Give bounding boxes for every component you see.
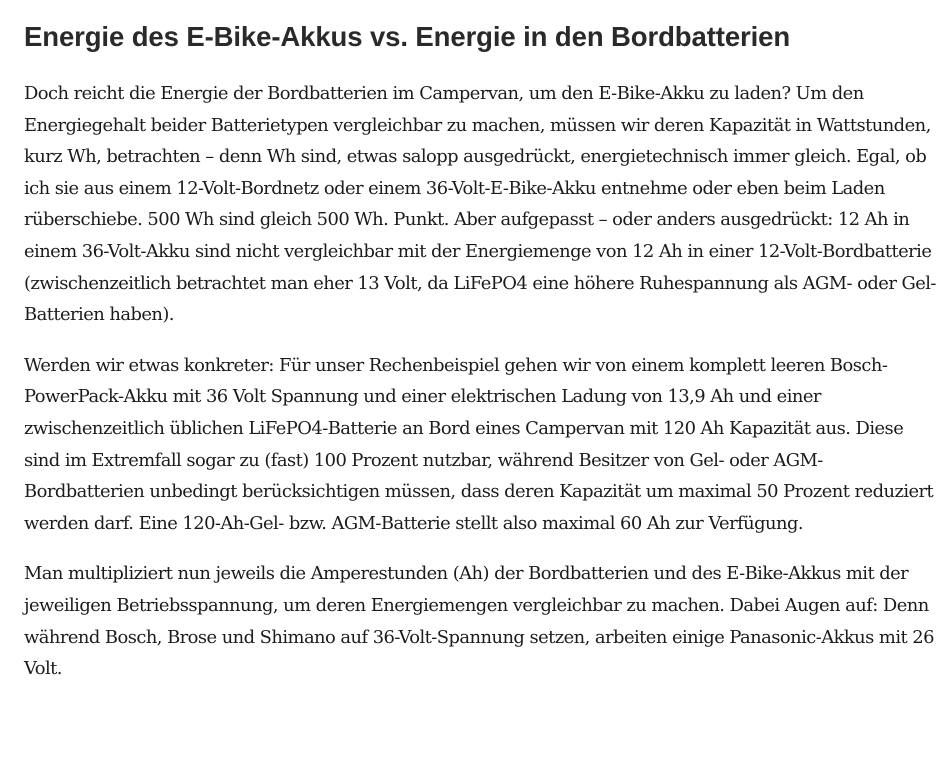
article-headline: Energie des E-Bike-Akkus vs. Energie in den Bordbatterien [24,21,791,52]
paragraph-intro: Doch reicht die Energie der Bordbatterien im Campervan, um den E-Bike-Akku zu laden? Um den Energiegehalt beider Batterietypen vergleichbar zu machen, müssen wir deren Kapazität in Wattstunden, kurz Wh, betrachten – denn Wh sind, etwas salopp ausgedrückt, energietechnisch immer gleich. Egal, ob ich sie aus einem 12-Volt-Bordnetz oder einem 36-Volt-E-Bike-Akku entnehme oder eben beim Laden rüberschiebe. 500 Wh sind gleich 500 Wh. Punkt. Aber aufgepasst – oder anders ausgedrückt: 12 Ah in einem 36-Volt-Akku sind nicht vergleichbar mit der Energiemenge von 12 Ah in einer 12-Volt-Bordbatterie (zwischenzeitlich betrachtet man eher 13 Volt, da LiFePO4 eine höhere Ruhespannung als AGM- oder Gel-Batterien haben). [24,83,936,326]
article [24,18,936,704]
paragraph-calculation: Man multipliziert nun jeweils die Amperestunden (Ah) der Bordbatterien und des E-Bike-Akkus mit der jeweiligen Betriebsspannung, um deren Energiemengen vergleichbar zu machen. Dabei Augen auf: Denn während Bosch, Brose und Shimano auf 36-Volt-Spannung setzen, arbeiten einige Panasonic-Akkus mit 26 Volt. [24,563,934,680]
paragraph-example: Werden wir etwas konkreter: Für unser Rechenbeispiel gehen wir von einem komplett leeren Bosch-PowerPack-Akku mit 36 Volt Spannung und einer elektrischen Ladung von 13,9 Ah und einer zwischenzeitlich üblichen LiFePO4-Batterie an Bord eines Campervan mit 120 Ah Kapazität aus. Diese sind im Extremfall sogar zu (fast) 100 Prozent nutzbar, während Besitzer von Gel- oder AGM-Bordbatterien unbedingt berücksichtigen müssen, dass deren Kapazität um maximal 50 Prozent reduziert werden darf. Eine 120-Ah-Gel- bzw. AGM-Batterie stellt also maximal 60 Ah zur Verfügung. [24,354,934,534]
